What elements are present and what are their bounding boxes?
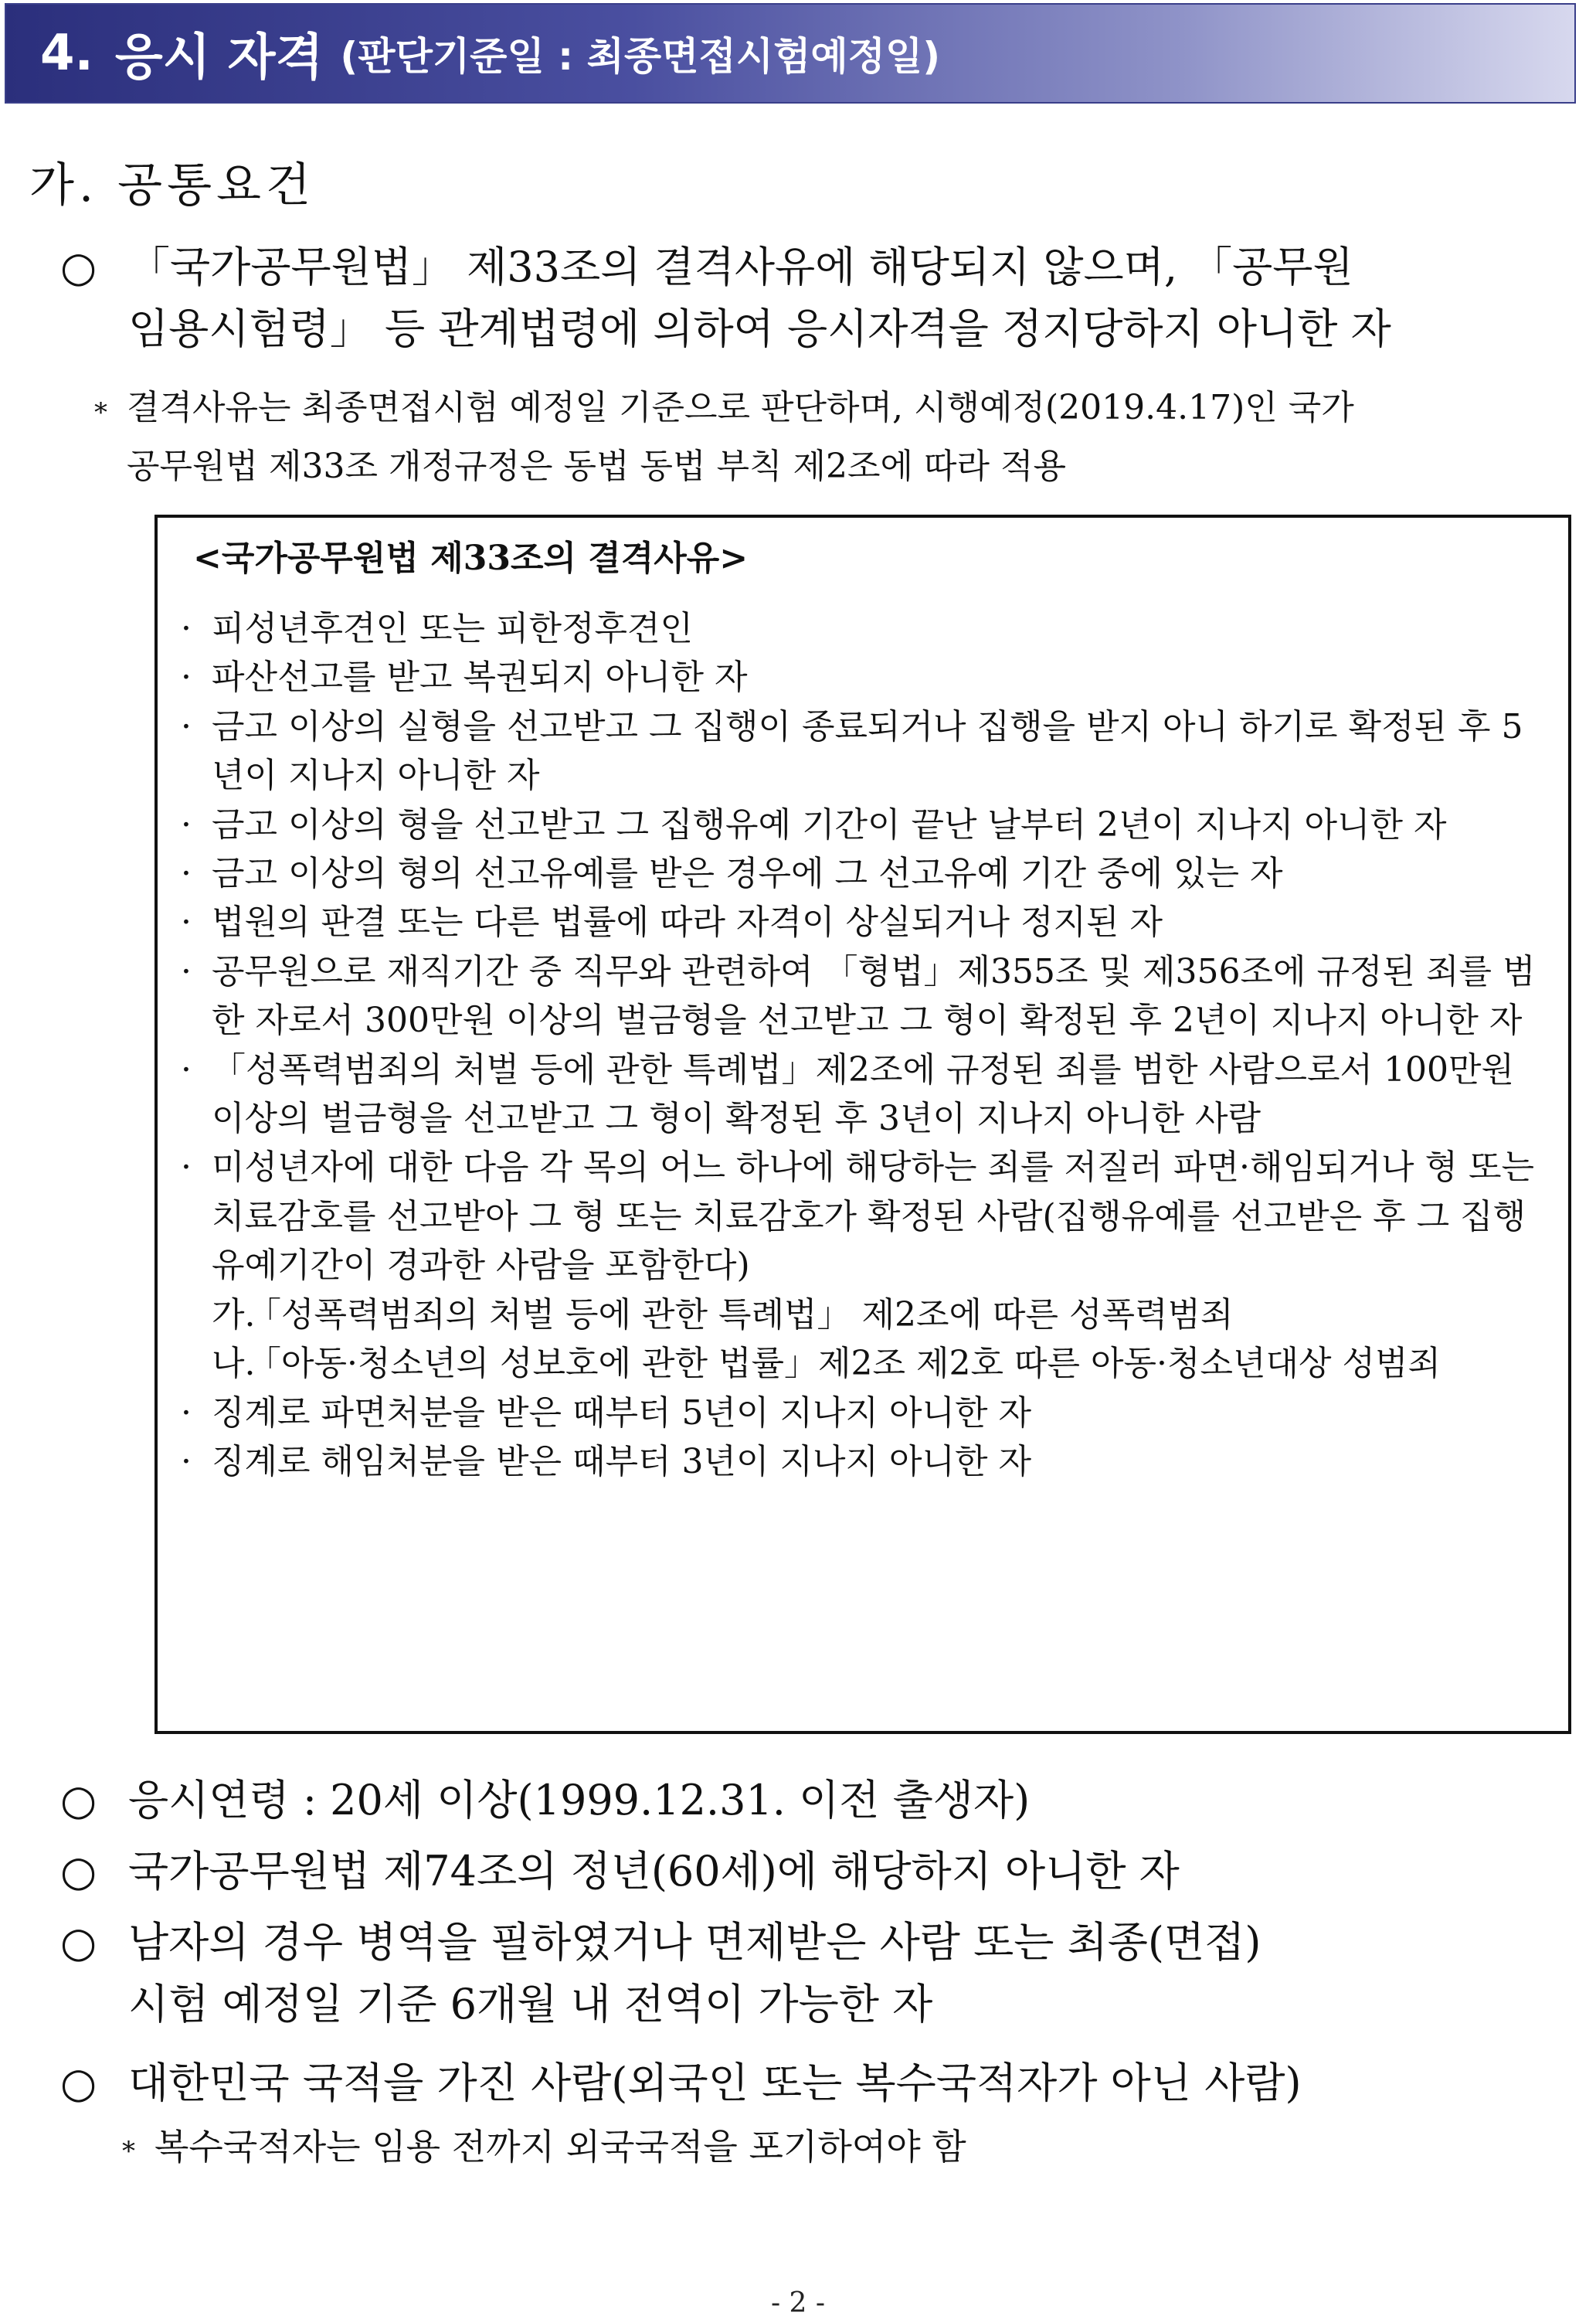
circle-bullet-icon: ○ <box>60 1776 97 1824</box>
retirement-requirement <box>60 1841 1573 1902</box>
disqualification-box <box>155 515 1571 1734</box>
paragraph-line: 응시연령 : 20세 이상(1999.12.31. 이전 출생자) <box>128 1776 1031 1824</box>
section-number: 4. <box>40 25 93 82</box>
middle-dot-icon: · <box>181 804 192 845</box>
requirement-paragraph <box>60 236 1573 360</box>
page-number: - 2 - <box>770 2287 826 2319</box>
nationality-note <box>122 2117 966 2176</box>
middle-dot-icon: · <box>181 903 192 943</box>
asterisk-icon: * <box>122 2136 135 2167</box>
circle-bullet-icon: ○ <box>60 1918 97 1967</box>
paragraph-line: 국가공무원법 제74조의 정년(60세)에 해당하지 아니한 자 <box>128 1847 1180 1896</box>
subsection-title: 가. 공통요건 <box>29 158 315 213</box>
military-requirement <box>60 1912 1573 2035</box>
middle-dot-icon: · <box>181 706 192 746</box>
list-item: · 법원의 판결 또는 다른 법률에 따라 자격이 상실되거나 정지된 자 <box>171 898 1554 947</box>
middle-dot-icon: · <box>181 951 192 991</box>
paragraph-line: 시험 예정일 기준 6개월 내 전역이 가능한 자 <box>128 1980 933 2028</box>
list-item: · 미성년자에 대한 다음 각 목의 어느 하나에 해당하는 죄를 저질러 파면·해임되거나 형 또는 치료감호를 선고받아 그 형 또는 치료감호가 확정된 사람(집행유예를 선고받은 후 그 집행유예기간이 경과한 사람을 포함한다) <box>171 1143 1554 1290</box>
note-line: 결격사유는 최종면접시험 예정일 기준으로 판단하며, 시행예정(2019.4.17)인 국가 <box>127 388 1354 427</box>
middle-dot-icon: · <box>181 1392 192 1433</box>
list-item: · 파산선고를 받고 복권되지 아니한 자 <box>171 653 1554 702</box>
section-header <box>5 3 1576 104</box>
paragraph-line: 남자의 경우 병역을 필하였거나 면제받은 사람 또는 최종(면접) <box>128 1918 1262 1967</box>
paragraph-line: 「국가공무원법」 제33조의 결격사유에 해당되지 않으며, 「공무원 <box>128 243 1353 291</box>
list-item: · 「성폭력범죄의 처벌 등에 관한 특례법」제2조에 규정된 죄를 범한 사람으로서 100만원 이상의 벌금형을 선고받고 그 형이 확정된 후 3년이 지나지 아니한 사람 <box>171 1046 1554 1144</box>
list-item: · 피성년후견인 또는 피한정후견인 <box>171 604 1554 653</box>
circle-bullet-icon: ○ <box>60 1847 97 1896</box>
paragraph-line: 대한민국 국적을 가진 사람(외국인 또는 복수국적자가 아닌 사람) <box>128 2059 1302 2107</box>
list-item: · 금고 이상의 실형을 선고받고 그 집행이 종료되거나 집행을 받지 아니 하기로 확정된 후 5년이 지나지 아니한 자 <box>171 702 1554 801</box>
middle-dot-icon: · <box>181 1441 192 1481</box>
middle-dot-icon: · <box>181 1148 192 1188</box>
list-item: · 징계로 파면처분을 받은 때부터 5년이 지나지 아니한 자 <box>171 1389 1554 1437</box>
note-line: 복수국적자는 임용 전까지 외국국적을 포기하여야 함 <box>155 2126 966 2168</box>
asterisk-icon: * <box>94 397 107 428</box>
middle-dot-icon: · <box>181 1049 192 1090</box>
circle-bullet-icon: ○ <box>60 2059 97 2107</box>
section-subtitle: (판단기준일 : 최종면접시험예정일) <box>340 34 941 79</box>
section-heading: 응시 자격 <box>114 29 324 87</box>
middle-dot-icon: · <box>181 658 192 698</box>
list-item: · 금고 이상의 형의 선고유예를 받은 경우에 그 선고유예 기간 중에 있는 자 <box>171 849 1554 898</box>
circle-bullet-icon: ○ <box>60 243 97 291</box>
age-requirement <box>60 1770 1573 1831</box>
disqualification-list <box>171 604 1554 1486</box>
paragraph-line: 임용시험령」 등 관계법령에 의하여 응시자격을 정지당하지 아니한 자 <box>128 304 1391 353</box>
note-block <box>94 379 1354 496</box>
middle-dot-icon: · <box>181 854 192 894</box>
box-title: <국가공무원법 제33조의 결격사유> <box>193 539 749 578</box>
nationality-requirement <box>60 2052 1573 2114</box>
sub-list-item: 나. 「아동·청소년의 성보호에 관한 법률」제2조 제2호 따른 아동·청소년대상 성범죄 <box>212 1344 1441 1384</box>
list-item: · 공무원으로 재직기간 중 직무와 관련하여 「형법」제355조 및 제356조에 규정된 죄를 범한 자로서 300만원 이상의 벌금형을 선고받고 그 형이 확정된 후 2년이 지나지 아니한 자 <box>171 947 1554 1046</box>
list-item: · 징계로 해임처분을 받은 때부터 3년이 지나지 아니한 자 <box>171 1437 1554 1486</box>
note-line: 공무원법 제33조 개정규정은 동법 동법 부칙 제2조에 따라 적용 <box>127 447 1066 486</box>
list-item: · 금고 이상의 형을 선고받고 그 집행유예 기간이 끝난 날부터 2년이 지나지 아니한 자 <box>171 801 1554 849</box>
middle-dot-icon: · <box>181 609 192 648</box>
sub-list-item: 가. 「성폭력범죄의 처벌 등에 관한 특례법」 제2조에 따른 성폭력범죄 <box>212 1294 1234 1335</box>
